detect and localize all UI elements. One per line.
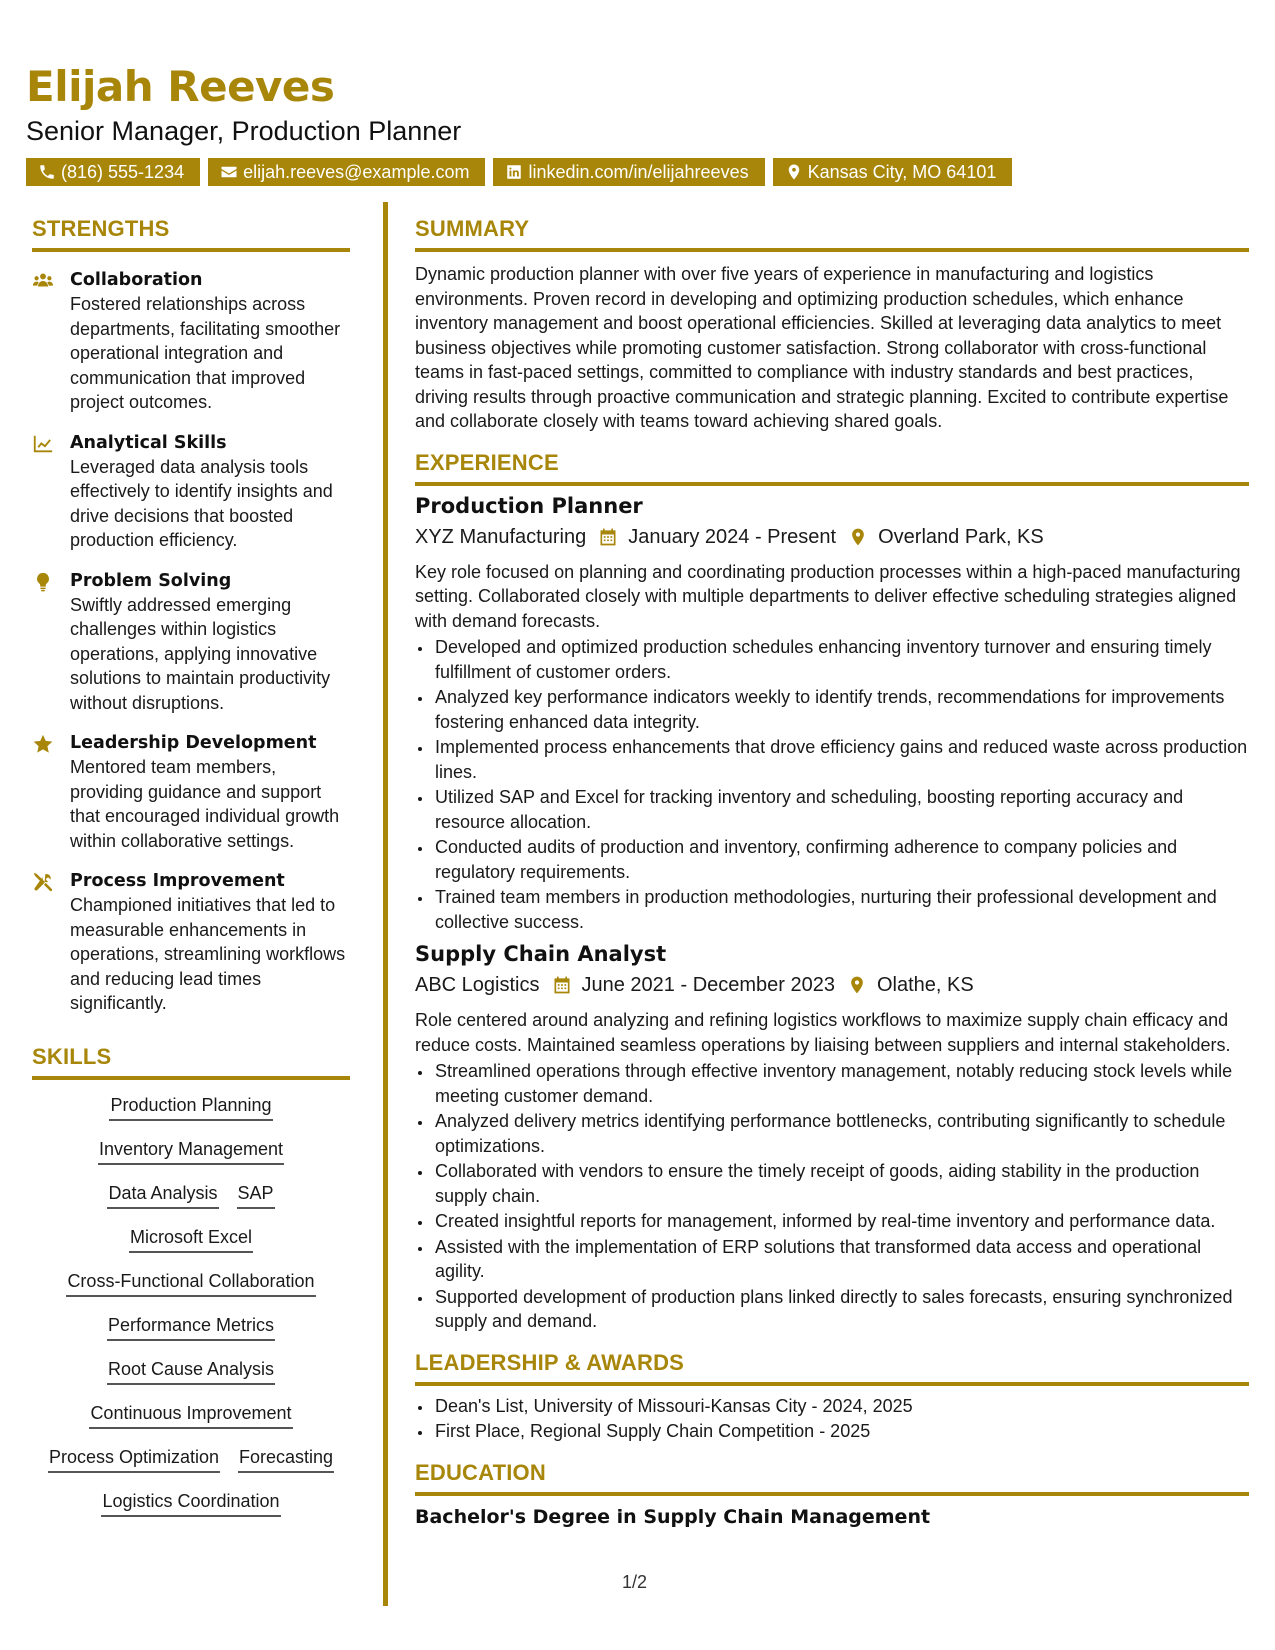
bullet-item: • Implemented process enhancements that drove efficiency gains and reduced waste across production lines. — [433, 735, 1249, 784]
candidate-title: Senior Manager, Production Planner — [26, 116, 462, 146]
location-chip — [773, 158, 1013, 186]
bullet-item: • Analyzed delivery metrics identifying performance bottlenecks, contributing significantly to schedule optimizations. — [433, 1109, 1249, 1158]
award-item: • First Place, Regional Supply Chain Competition - 2025 — [433, 1419, 1249, 1444]
section-rule — [415, 248, 1249, 252]
job-bullets — [415, 1059, 1249, 1334]
phone-chip[interactable] — [26, 158, 200, 186]
linkedin-chip[interactable] — [493, 158, 764, 186]
skill-tag: Continuous Improvement — [89, 1400, 292, 1429]
strength-item — [32, 869, 350, 1016]
bullet-item: • Developed and optimized production schedules enhancing inventory turnover and ensuring timely fulfillment of customer orders. — [433, 635, 1249, 684]
job-company: ABC Logistics — [415, 974, 540, 996]
right-column — [415, 214, 1249, 1530]
tools-icon — [32, 871, 54, 893]
strength-item — [32, 268, 350, 415]
awards-list — [415, 1394, 1249, 1444]
job-dates: January 2024 - Present — [628, 525, 837, 548]
section-rule — [415, 482, 1249, 486]
bullet-item: • Conducted audits of production and inventory, confirming adherence to company policies and regulatory requirements. — [433, 835, 1249, 884]
job-role: Supply Chain Analyst — [415, 942, 667, 966]
calendar-icon — [552, 975, 572, 995]
skill-tag: Data Analysis — [107, 1180, 218, 1209]
star-icon — [32, 733, 54, 755]
candidate-name: Elijah Reeves — [26, 62, 335, 111]
linkedin-icon — [505, 163, 523, 181]
strength-title: Process Improvement — [70, 871, 285, 891]
job-description: Role centered around analyzing and refining logistics workflows to maximize supply chain efficacy and reduce costs. Maintained seamless operations by liaising between suppliers and internal stakeholders. — [415, 1010, 1231, 1055]
section-rule — [32, 1076, 350, 1080]
skill-tag: Microsoft Excel — [129, 1224, 253, 1253]
skill-tag: Logistics Coordination — [101, 1488, 280, 1517]
job-company: XYZ Manufacturing — [415, 525, 587, 548]
skill-tag: Production Planning — [109, 1092, 272, 1121]
bullet-item: • Assisted with the implementation of ERP solutions that transformed data access and operational agility. — [433, 1235, 1249, 1284]
strength-item — [32, 569, 350, 716]
skills-heading: SKILLS — [32, 1043, 112, 1069]
bullet-item: • Analyzed key performance indicators weekly to identify trends, recommendations for improvements fostering enhanced data integrity. — [433, 685, 1249, 734]
skill-tag: Process Optimization — [48, 1444, 220, 1473]
chart-line-icon — [32, 433, 54, 455]
job-entry — [415, 492, 1249, 935]
phone-icon — [38, 163, 56, 181]
job-bullets — [415, 635, 1249, 934]
awards-heading: LEADERSHIP & AWARDS — [415, 1349, 685, 1375]
lightbulb-icon — [32, 571, 54, 593]
strength-desc: Fostered relationships across departments, facilitating smoother operational integration and communication that improved project outcomes. — [70, 294, 341, 412]
section-rule — [415, 1492, 1249, 1496]
strength-item — [32, 431, 350, 553]
job-location: Overland Park, KS — [878, 525, 1044, 548]
job-entry — [415, 940, 1249, 1334]
award-item: • Dean's List, University of Missouri-Kansas City - 2024, 2025 — [433, 1394, 1249, 1419]
bullet-item: • Created insightful reports for management, informed by real-time inventory and performance data. — [433, 1209, 1249, 1234]
users-icon — [32, 270, 54, 292]
job-location: Olathe, KS — [877, 974, 974, 996]
strength-title: Leadership Development — [70, 733, 317, 753]
summary-text: Dynamic production planner with over five years of experience in manufacturing and logistics environments. Proven record in developing and optimizing production schedules, which enhance inventory management and boost operational efficiencies. Skilled at leveraging data analytics to meet business objectives while promoting customer satisfaction. Strong collaborator with cross-functional teams in fast-paced settings, committed to compliance with industry standards and best practices, driving results through proactive communication and strategic planning. Excited to contribute expertise and collaborate closely with teams toward achieving shared goals. — [415, 264, 1229, 431]
experience-heading: EXPERIENCE — [415, 449, 559, 475]
bullet-item: • Collaborated with vendors to ensure the timely receipt of goods, aiding stability in the production supply chain. — [433, 1159, 1249, 1208]
skill-tag: Inventory Management — [98, 1136, 284, 1165]
skill-tag: SAP — [237, 1180, 275, 1209]
job-meta — [415, 522, 1249, 552]
job-description: Key role focused on planning and coordinating production processes within a high-paced manufacturing setting. Collaborated closely with multiple departments to deliver effective scheduling strategies aligned with demand forecasts. — [415, 561, 1241, 631]
strength-title: Collaboration — [70, 270, 203, 290]
map-marker-icon — [847, 975, 867, 995]
phone-text: (816) 555-1234 — [61, 162, 185, 182]
skill-tag: Performance Metrics — [107, 1312, 275, 1341]
bullet-item: • Supported development of production plans linked directly to sales forecasts, ensuring synchronized supply and demand. — [433, 1285, 1249, 1334]
skill-tag: Cross-Functional Collaboration — [66, 1268, 315, 1297]
strength-desc: Leveraged data analysis tools effectively to identify insights and drive decisions that boosted production efficiency. — [70, 456, 333, 550]
degree-title: Bachelor's Degree in Supply Chain Management — [415, 1505, 931, 1528]
envelope-icon — [220, 163, 238, 181]
section-rule — [32, 248, 350, 252]
email-chip[interactable] — [208, 158, 485, 186]
section-rule — [415, 1382, 1249, 1386]
job-dates: June 2021 - December 2023 — [581, 974, 835, 996]
skill-tag: Forecasting — [238, 1444, 334, 1473]
bullet-item: • Streamlined operations through effective inventory management, notably reducing stock levels while meeting customer demand. — [433, 1059, 1249, 1108]
education-heading: EDUCATION — [415, 1459, 546, 1485]
strength-desc: Championed initiatives that led to measurable enhancements in operations, streamlining workflows and reducing lead times significantly. — [70, 895, 346, 1013]
bullet-item: • Utilized SAP and Excel for tracking inventory and scheduling, boosting reporting accuracy and resource allocation. — [433, 785, 1249, 834]
map-marker-icon — [848, 527, 868, 547]
linkedin-text: linkedin.com/in/elijahreeves — [528, 162, 749, 182]
strengths-heading: STRENGTHS — [32, 216, 170, 241]
column-divider — [383, 202, 388, 1606]
skill-tag: Root Cause Analysis — [107, 1356, 275, 1385]
resume-header — [26, 62, 1226, 186]
email-text: elijah.reeves@example.com — [243, 162, 470, 182]
left-column — [32, 214, 350, 1517]
summary-heading: SUMMARY — [415, 216, 530, 241]
strength-item — [32, 731, 350, 853]
map-marker-icon — [785, 163, 803, 181]
skills-list — [32, 1092, 350, 1517]
strength-desc: Swiftly addressed emerging challenges within logistics operations, applying innovative solutions to maintain productivity without disruptions. — [70, 594, 331, 713]
strength-title: Problem Solving — [70, 570, 232, 591]
strength-desc: Mentored team members, providing guidance and support that encouraged individual growth within collaborative settings. — [70, 757, 340, 851]
strength-title: Analytical Skills — [70, 432, 227, 453]
page-number: 1/2 — [622, 1572, 648, 1592]
location-text: Kansas City, MO 64101 — [807, 162, 997, 182]
bullet-item: • Trained team members in production methodologies, nurturing their professional development and collective success. — [433, 885, 1249, 934]
contact-bar — [26, 158, 1226, 186]
job-role: Production Planner — [415, 493, 643, 518]
calendar-icon — [598, 527, 618, 547]
job-meta — [415, 970, 1249, 1000]
